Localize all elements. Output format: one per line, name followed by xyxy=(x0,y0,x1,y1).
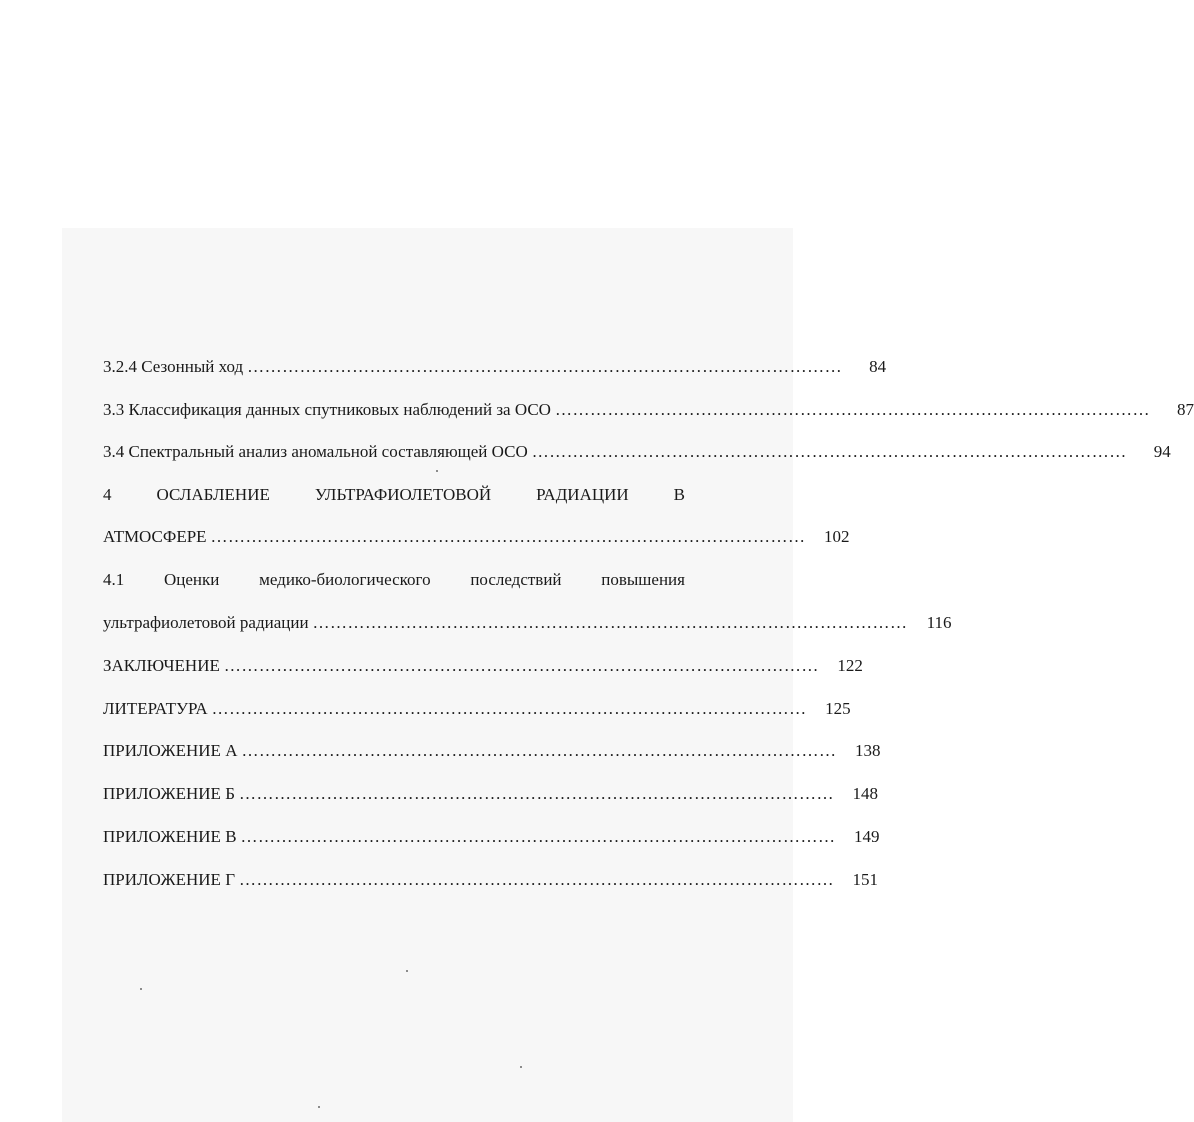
toc-entry-title: 3.2.4 Сезонный ход xyxy=(103,357,244,376)
dot-leader: ………………………………………………………………………………………… xyxy=(554,400,1150,419)
toc-entry-page: 102 xyxy=(824,527,850,546)
toc-entry-title: ПРИЛОЖЕНИЕ А xyxy=(103,741,238,760)
toc-word: РАДИАЦИИ xyxy=(536,485,629,504)
toc-entry-page: 125 xyxy=(825,699,851,718)
dot-leader: ………………………………………………………………………………………… xyxy=(240,827,836,846)
toc-entry-conclusion[interactable] xyxy=(103,654,863,678)
scan-speck xyxy=(140,988,142,990)
toc-entry-title: ПРИЛОЖЕНИЕ В xyxy=(103,827,237,846)
toc-entry-title: АТМОСФЕРЕ xyxy=(103,527,207,546)
toc-entry-title: ультрафиолетовой радиации xyxy=(103,613,309,632)
toc-entry-4-heading[interactable] xyxy=(103,483,685,507)
dot-leader: ………………………………………………………………………………………… xyxy=(211,699,807,718)
toc-word: Оценки xyxy=(163,570,220,589)
toc-entry-4-1[interactable] xyxy=(103,611,952,635)
dot-leader: ………………………………………………………………………………………… xyxy=(247,357,843,376)
toc-entry-literature[interactable] xyxy=(103,697,851,721)
toc-word: 4.1 xyxy=(103,570,125,589)
toc-entry-title: 3.4 Спектральный анализ аномальной составляющей ОСО xyxy=(103,442,528,461)
toc-word: ОСЛАБЛЕНИЕ xyxy=(156,485,270,504)
dot-leader: ………………………………………………………………………………………… xyxy=(210,527,806,546)
toc-word: В xyxy=(673,485,685,504)
dot-leader: ………………………………………………………………………………………… xyxy=(239,870,835,889)
toc-entry-page: 149 xyxy=(854,827,880,846)
toc-entry-page: 148 xyxy=(852,784,878,803)
toc-entry-3-3[interactable] xyxy=(103,398,1194,422)
dot-leader: ………………………………………………………………………………………… xyxy=(531,442,1127,461)
toc-entry-page: 116 xyxy=(926,613,952,632)
toc-entry-appendix-v[interactable] xyxy=(103,825,880,849)
toc-word: повышения xyxy=(601,570,685,589)
scan-speck xyxy=(318,1106,320,1108)
toc-entry-page: 87 xyxy=(1176,400,1194,419)
toc-entry-title: 3.3 Классификация данных спутниковых наблюдений за ОСО xyxy=(103,400,551,419)
toc-entry-appendix-g[interactable] xyxy=(103,868,879,892)
dot-leader: ………………………………………………………………………………………… xyxy=(312,613,908,632)
toc-entry-appendix-a[interactable] xyxy=(103,739,881,763)
toc-entry-page: 94 xyxy=(1153,442,1171,461)
dot-leader: ………………………………………………………………………………………… xyxy=(241,741,837,760)
toc-word: 4 xyxy=(103,485,112,504)
toc-entry-3-4[interactable] xyxy=(103,440,1171,464)
toc-entry-page: 84 xyxy=(869,357,887,376)
toc-entry-page: 151 xyxy=(852,870,879,889)
scan-speck xyxy=(436,470,438,472)
toc-entry-title: ПРИЛОЖЕНИЕ Б xyxy=(103,784,235,803)
toc-entry-4[interactable] xyxy=(103,525,850,549)
dot-leader: ………………………………………………………………………………………… xyxy=(223,656,819,675)
toc-entry-page: 138 xyxy=(854,741,881,760)
toc-entry-appendix-b[interactable] xyxy=(103,782,878,806)
toc-entry-title: ПРИЛОЖЕНИЕ Г xyxy=(103,870,236,889)
toc-entry-3-2-4[interactable] xyxy=(103,355,887,379)
scan-speck xyxy=(520,1066,522,1068)
toc-word: медико-биологического xyxy=(259,570,431,589)
toc-entry-4-1-heading[interactable] xyxy=(103,568,685,592)
scan-speck xyxy=(406,970,408,972)
toc-word: последствий xyxy=(470,570,562,589)
dot-leader: ………………………………………………………………………………………… xyxy=(238,784,834,803)
toc-word: УЛЬТРАФИОЛЕТОВОЙ xyxy=(314,485,492,504)
toc-entry-page: 122 xyxy=(837,656,863,675)
toc-entry-title: ЛИТЕРАТУРА xyxy=(103,699,208,718)
toc-entry-title: ЗАКЛЮЧЕНИЕ xyxy=(103,656,220,675)
